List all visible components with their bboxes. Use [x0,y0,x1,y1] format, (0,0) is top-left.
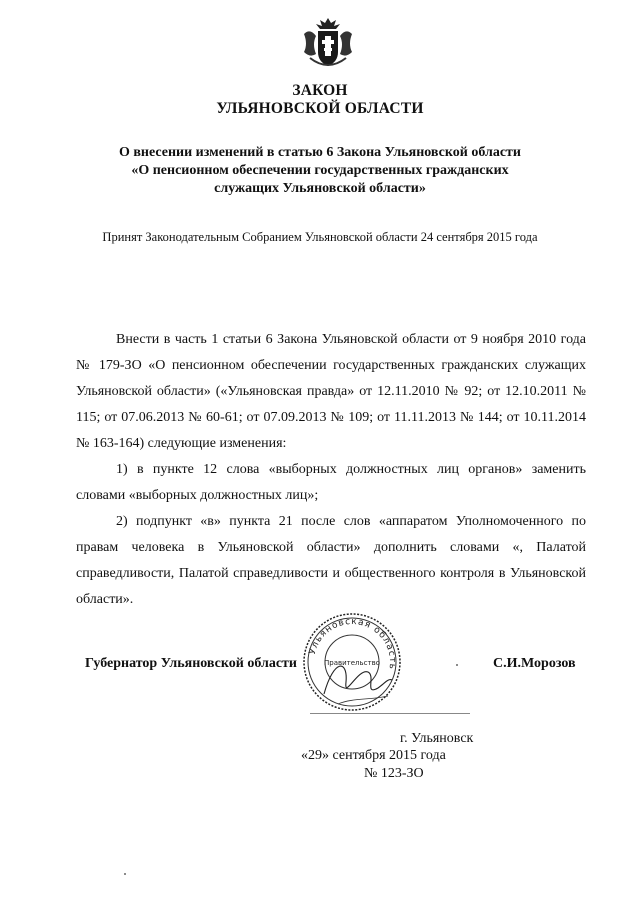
seal-ring-text: Ульяновская область [307,616,398,671]
scan-speck [124,873,126,875]
subject-line-1: О внесении изменений в статью 6 Закона Ульяновской области [118,145,521,160]
adoption-note: Принят Законодательным Собранием Ульяновской области 24 сентября 2015 года [102,230,538,244]
amendment-item-2: 2) подпункт «в» пункта 21 после слов «аппаратом Уполномоченного по правам человека в Ульяновской области» дополнить словами «, Палатой справедливости, Палатой справедливости и общественного контроля в Ульяновской области». [76,514,586,607]
law-title: ЗАКОН [292,82,348,99]
scan-speck [456,664,458,666]
coat-of-arms-icon [298,14,358,72]
footer-law-number: № 123-ЗО [364,766,424,781]
governor-title: Губернатор Ульяновской области [85,656,297,671]
amendment-item-1: 1) в пункте 12 слова «выборных должностных лиц органов» заменить словами «выборных должностных лиц»; [76,462,586,503]
footer-city: г. Ульяновск [400,731,474,746]
law-body [76,327,586,613]
signature-line [310,713,470,714]
governor-name: С.И.Морозов [493,656,576,671]
region-title: УЛЬЯНОВСКОЙ ОБЛАСТИ [216,100,424,117]
seal-center-text: Правительство [324,659,380,667]
subject-line-3: служащих Ульяновской области» [214,181,426,196]
subject-line-2: «О пенсионном обеспечении государственных гражданских [131,163,509,178]
handwritten-signature-icon [318,648,398,718]
intro-paragraph: Внести в часть 1 статьи 6 Закона Ульяновской области от 9 ноября 2010 года № 179-ЗО «О пенсионном обеспечении государственных гражданских служащих Ульяновской области» («Ульяновская правда» от 12.11.2010 № 92; от 12.10.2011 № 115; от 07.06.2013 № 60-61; от 07.09.2013 № 109; от 11.11.2013 № 144; от 10.11.2014 № 163-164) следующие изменения: [76,332,586,451]
footer-date: «29» сентября 2015 года [301,748,446,763]
law-subject [80,144,560,198]
